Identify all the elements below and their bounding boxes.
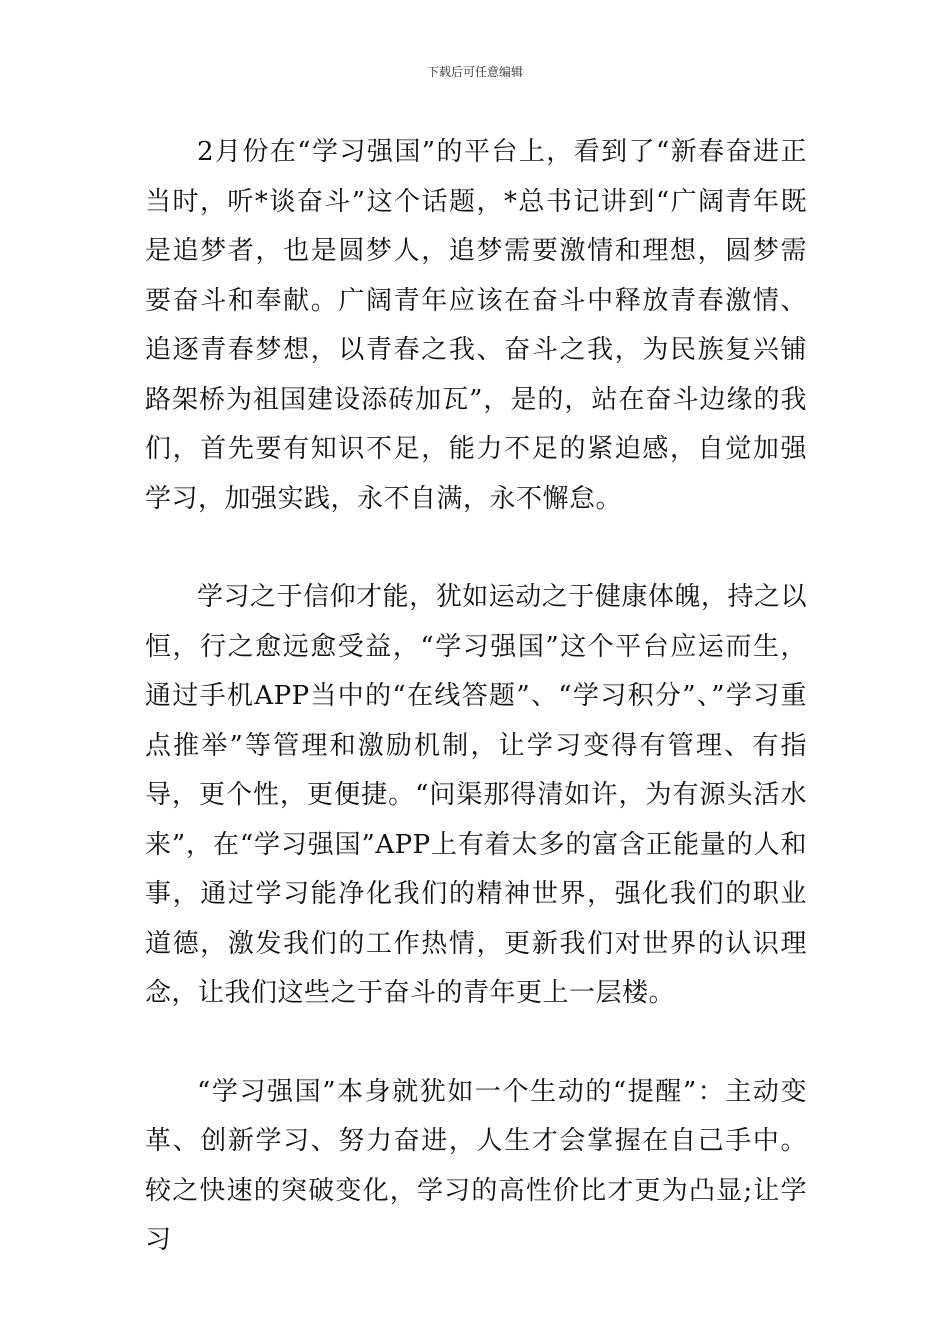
- paragraph-3: “学习强国”本身就犹如一个生动的“提醒”：主动变革、创新学习、努力奋进，人生才会掌握在自己手中。较之快速的突破变化，学习的高性价比才更为凸显;让学习: [145, 1076, 807, 1255]
- paragraph-1: 2月份在“学习强国”的平台上，看到了“新春奋进正当时，听*谈奋斗”这个话题，*总书记讲到“广阔青年既是追梦者，也是圆梦人，追梦需要激情和理想，圆梦需要奋斗和奉献。广阔青年应该在奋斗中释放青春激情、追逐青春梦想，以青春之我、奋斗之我，为民族复兴铺路架桥为祖国建设添砖加瓦”，是的，站在奋斗边缘的我们，首先要有知识不足，能力不足的紧迫感，自觉加强学习，加强实践，永不自满，永不懈怠。: [145, 137, 807, 514]
- paragraph-2: 学习之于信仰才能，犹如运动之于健康体魄，持之以恒，行之愈远愈受益，“学习强国”这个平台应运而生，通过手机APP当中的“在线答题”、“学习积分”、”学习重点推举”等管理和激励机制，让学习变得有管理、有指导，更个性，更便捷。“问渠那得清如许，为有源头活水来”，在“学习强国”APP上有着太多的富含正能量的人和事，通过学习能净化我们的精神世界，强化我们的职业道德，激发我们的工作热情，更新我们对世界的认识理念，让我们这些之于奋斗的青年更上一层楼。: [145, 582, 807, 1008]
- document-body: [145, 128, 807, 1266]
- page-header: 下载后可任意编辑: [426, 65, 523, 79]
